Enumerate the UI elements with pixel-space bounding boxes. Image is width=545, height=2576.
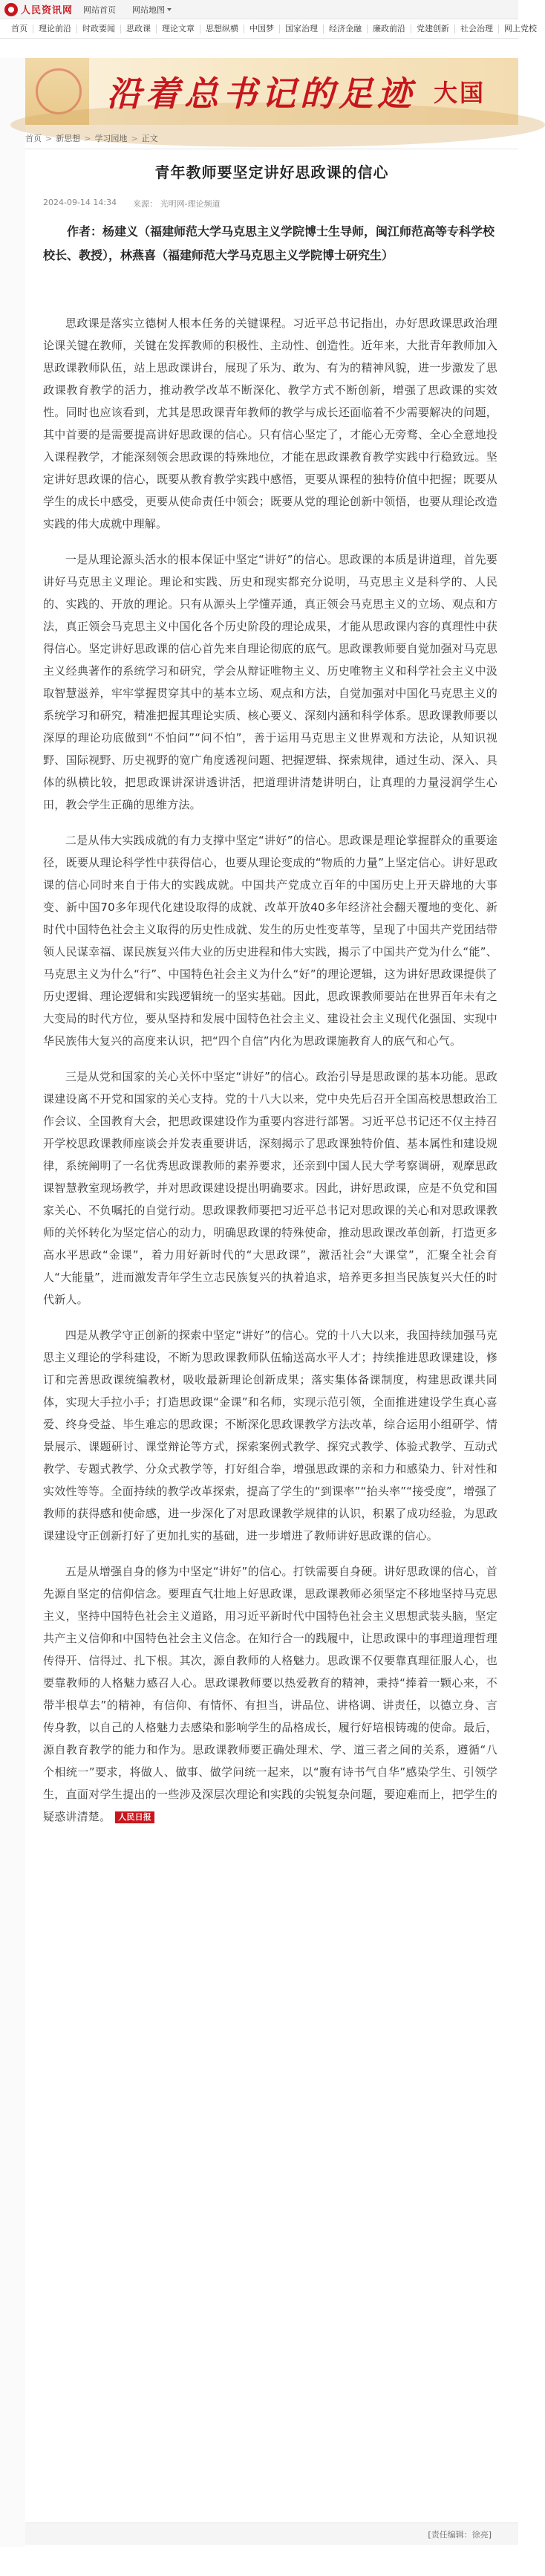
sitemap-link-label: 网站地图 <box>132 4 166 15</box>
article-body <box>43 312 497 1841</box>
channel-item[interactable]: 廉政前沿 <box>368 25 411 33</box>
article-source[interactable]: 来源： 光明网-理论频道 <box>133 199 221 209</box>
chevron-down-icon <box>167 8 172 11</box>
banner-title: 沿着总书记的足迹 <box>107 74 416 114</box>
article-date: 2024-09-14 14:34 <box>43 198 117 207</box>
site-logo[interactable] <box>4 2 73 16</box>
article-paragraph: 一是从理论源头活水的根本保证中坚定“讲好”的信心。思政课的本质是讲道理，首先要讲好马克思主义理论。理论和实践、历史和现实都充分说明，马克思主义是科学的、人民的、实践的、开放的理论。只有从源头上学懂弄通，真正领会马克思主义的立场、观点和方法，真正领会马克思主义中国化各个历史阶段的理论成果，才能从思政课内容的真理性中获得信心。坚定讲好思政课的信心首先来自理论彻底的底气。思政课教师要自觉加强对马克思主义经典著作的系统学习和研究，学会从辩证唯物主义、历史唯物主义和科学社会主义中汲取智慧滋养，牢牢掌握贯穿其中的基本立场、观点和方法，自觉加强对中国化马克思主义的系统学习和研究，精准把握其理论实质、核心要义、深刻内涵和科学体系。思政课教师要以深厚的理论功底做到“不怕问”“问不怕”，善于运用马克思主义世界观和方法论，从知识视野、国际视野、历史视野的宽广角度透视问题、把握逻辑、探索规律，通过生动、深入、具体的纵横比较，把思政课讲深讲透讲活，把道理讲清楚讲明白，让真理的力量浸润学生心田，教会学生正确的思维方法。 <box>43 553 497 811</box>
channel-item[interactable]: 思想纵横 <box>200 25 244 33</box>
breadcrumb <box>25 131 158 146</box>
breadcrumb-current: 正文 <box>141 134 158 143</box>
breadcrumb-separator: > <box>45 133 53 143</box>
people-daily-logo: 人民日报 <box>115 1811 154 1823</box>
channel-item[interactable]: 社会治理 <box>455 25 499 33</box>
article-headline: 青年教师要坚定讲好思政课的信心 <box>154 163 389 181</box>
channel-item[interactable]: 中国梦 <box>244 25 280 33</box>
breadcrumb-home[interactable]: 首页 <box>25 134 42 143</box>
banner-title-tail: 大国 <box>434 79 486 107</box>
channel-item[interactable]: 理论文章 <box>157 25 200 33</box>
article-author: 作者：杨建义（福建师范大学马克思主义学院博士生导师，闽江师范高等专科学校校长、教授），林燕喜（福建师范大学马克思主义学院博士研究生） <box>43 224 495 262</box>
breadcrumb-new-thought[interactable]: 新思想 <box>56 134 81 143</box>
home-link[interactable] <box>83 4 116 16</box>
article-paragraph: 思政课是落实立德树人根本任务的关键课程。习近平总书记指出，办好思政课思政治理论课关键在教师，关键在发挥教师的积极性、主动性、创造性。近年来，大批青年教师加入思政课教师队伍，站上思政课讲台，展现了乐为、敢为、有为的精神风貌，进一步激发了思政课教育教学的活力，推动教学改革不断深化、教学方式不断创新，增强了思政课的实效性。同时也应该看到，尤其是思政课青年教师的教学与成长还面临着不少需要解决的问题，其中首要的是需要提高讲好思政课的信心。只有信心坚定了，才能心无旁骛、全心全意地投入课程教学，才能深刻领会思政课的特殊地位，才能在思政课教育教学实践中行稳致远。坚定讲好思政课的信心，既要从教育教学实践中感悟，更要从课程的独特价值中把握；既要从学生的成长中感受，更要从使命责任中领会；既要从党的理论创新中领悟，也要从理论改造实践的伟大成就中理解。 <box>43 317 497 531</box>
editor-bar <box>25 2523 518 2545</box>
channel-item[interactable]: 党建创新 <box>411 25 455 33</box>
breadcrumb-separator: > <box>131 133 138 143</box>
logo-emblem-icon <box>4 3 18 16</box>
channel-item[interactable]: 网上党校 <box>504 23 537 33</box>
channel-item[interactable]: 时政要闻 <box>77 25 121 33</box>
home-link-label: 网站首页 <box>83 4 117 15</box>
sitemap-link[interactable] <box>132 4 172 16</box>
channel-nav <box>0 19 537 39</box>
responsible-editor: [责任编辑：徐亮] <box>428 2529 492 2540</box>
article-paragraph-text: 五是从增强自身的修为中坚定“讲好”的信心。打铁需要自身硬。讲好思政课的信心，首先源自坚定的信仰信念。要理直气壮地上好思政课，思政课教师必须坚定不移地坚持马克思主义，坚持中国特色社会主义道路，用习近平新时代中国特色社会主义思想武装头脑，坚定共产主义信仰和中国特色社会主义信念。在知行合一的践履中，让思政课中的事理道理哲理传得开、信得过、扎下根。其次，源自教师的人格魅力。思政课不仅要靠真理征服人心，也要靠教师的人格魅力感召人心。思政课教师要以热爱教育的精神，秉持“捧着一颗心来，不带半根草去”的精神，有信仰、有情怀、有担当，讲品位、讲格调、讲责任，以德立身、言传身教，以自己的人格魅力去感染和影响学生的品格成长，履行好培根铸魂的使命。最后，源自教育教学的能力和作为。思政课教师要正确处理术、学、道三者之间的关系，遵循“八个相统一”要求，将做人、做事、做学问统一起来，以“腹有诗书气自华”感染学生、引领学生，直面对学生提出的一些涉及深层次理论和实践的尖锐复杂问题，要迎难而上，把学生的疑惑讲清楚。 <box>43 1565 497 1823</box>
article-paragraph: 二是从伟大实践成就的有力支撑中坚定“讲好”的信心。思政课是理论掌握群众的重要途径，既要从理论科学性中获得信心，也要从理论变成的“物质的力量”上坚定信心。讲好思政课的信心同时来自于伟大的实践成就。中国共产党成立百年的中国历史上开天辟地的大事变、新中国70多年现代化建设取得的成就、改革开放40多年经济社会翻天覆地的变化、新时代中国特色社会主义取得的历史性成就、发生的历史性变革等，呈现了中国共产党团结带领人民谋幸福、谋民族复兴伟大业的历史进程和伟大实践，揭示了中国共产党为什么“能”、马克思主义为什么“行”、中国特色社会主义为什么“好”的理论逻辑，这为讲好思政课提供了历史逻辑、理论逻辑和实践逻辑统一的坚实基础。因此，思政课教师要站在世界百年未有之大变局的时代方位，要从坚持和发展中国特色社会主义、建设社会主义现代化强国、实现中华民族伟大复兴的高度来认识，把“四个自信”内化为思政课施教育人的底气和心气。 <box>43 834 497 1048</box>
channel-item[interactable]: 首页 <box>6 25 33 33</box>
article-paragraph: 三是从党和国家的关心关怀中坚定“讲好”的信心。政治引导是思政课的基本功能。思政课建设离不开党和国家的关心支持。党的十八大以来，党中央先后召开全国高校思想政治工作会议、全国教育大会，把思政课建设作为重要内容进行部署。习近平总书记还不仅主持召开学校思政课教师座谈会并发表重要讲话，深刻揭示了思政课独特价值、基本属性和建设规律，系统阐明了一名优秀思政课教师的素养要求，还亲到中国人民大学考察调研，观摩思政课智慧教室现场教学，并对思政课建设提出明确要求。因此，讲好思政课，应是不负党和国家关心、不负嘱托的自觉行动。思政课教师要把习近平总书记对思政课的关心和对思政课教师的关怀转化为坚定信心的动力，明确思政课的特殊使命，推动思政课改革创新，打造更多高水平思政“金课”，着力用好新时代的“大思政课”，激活社会“大课堂”，汇聚全社会育人“大能量”，进而激发青年学生立志民族复兴的执着追求，培养更多担当民族复兴大任的时代新人。 <box>43 1070 497 1306</box>
logo-text: 人民资讯网 <box>21 5 74 16</box>
article-paragraph-last <box>43 1560 497 1828</box>
channel-item[interactable]: 思政课 <box>121 25 157 33</box>
channel-item[interactable]: 理论前沿 <box>33 25 77 33</box>
article-paragraph: 四是从教学守正创新的探索中坚定“讲好”的信心。党的十八大以来，我国持续加强马克思主义理论的学科建设，不断为思政课教师队伍输送高水平人才；持续推进思政课建设，修订和完善思政课统编教材，吸收最新理论创新成果；落实集体备课制度，构建思政课共同体，实现大手拉小手；打造思政课“金课”和名师，实现示范引领，全面推进建设学生真心喜爱、终身受益、毕生难忘的思政课；不断深化思政课教学方法改革，综合运用小组研学、情景展示、课题研讨、课堂辩论等方式，探索案例式教学、探究式教学、体验式教学、互动式教学、专题式教学、分众式教学等，打好组合拳，增强思政课的亲和力和感染力、针对性和实效性等等。全面持续的教学改革探索，提高了学生的“到课率”“抬头率”“接受度”，增强了教师的获得感和使命感，进一步深化了对思政课教学规律的认识，积累了成功经验，为思政课建设守正创新打好了更加扎实的基础，进一步增进了教师讲好思政课的信心。 <box>43 1328 497 1542</box>
channel-item[interactable]: 经济金融 <box>324 25 368 33</box>
channel-item[interactable]: 国家治理 <box>280 25 324 33</box>
breadcrumb-study[interactable]: 学习园地 <box>94 134 128 143</box>
left-rail <box>0 58 25 2547</box>
breadcrumb-separator: > <box>84 133 91 143</box>
topic-banner[interactable] <box>25 58 518 125</box>
top-bar <box>0 0 518 19</box>
article-meta <box>43 198 237 210</box>
